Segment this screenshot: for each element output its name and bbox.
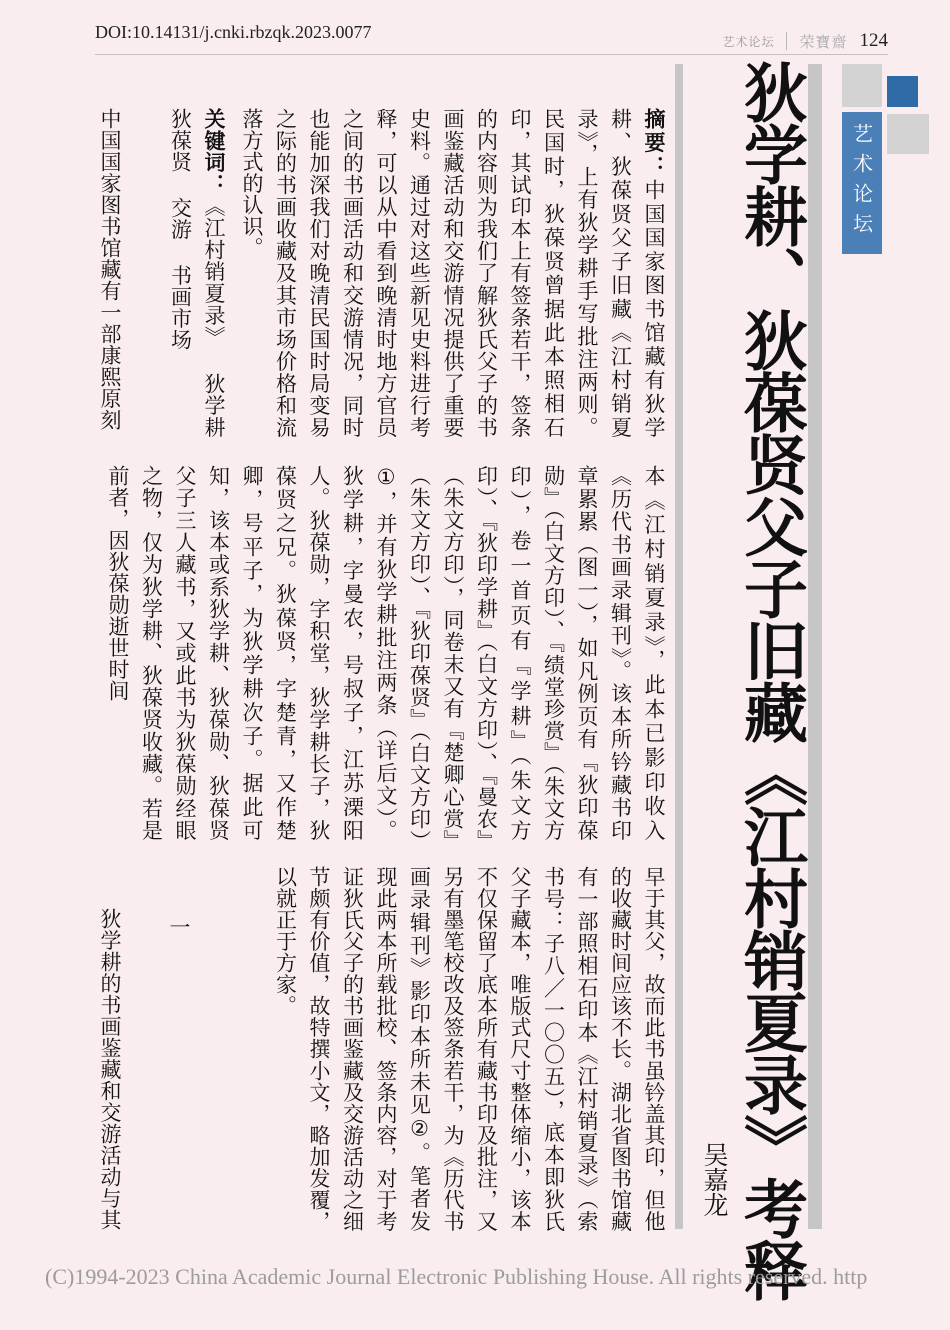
body-middle: 本《江村销夏录》，此本已影印收入《历代书画录辑刊》。该本所钤藏书印章累累（图一），如凡例页有『狄印葆勋』（白文方印）、『绩堂珍赏』（朱文方印），卷一首页有『学耕』（朱文方印）、『狄印学耕』（白文方印）、『曼农』（朱文方印），同卷末又有『楚卿心赏』（朱文方印）、『狄印葆贤』（白文方印）①，并有狄学耕批注两条（详后文）。狄学耕，字曼农，号叔子，江苏溧阳人。狄葆勋，字积堂，狄学耕长子，狄葆贤之兄。狄葆贤，字楚青，又作楚卿，号平子，为狄学耕次子。据此可知，该本或系狄学耕、狄葆勋、狄葆贤父子三人藏书，又或此书为狄葆勋经眼之物，仅为狄学耕、狄葆贤收藏。若是前者，因狄葆勋逝世时间: [106, 465, 666, 841]
body-lower: 早于其父，故而此书虽钤盖其印，但他的收藏时间应该不长。湖北省图书馆藏有一部照相石印本《江村销夏录》（索书号：子八／一〇〇五），底本即狄氏父子藏本，唯版式尺寸整体缩小，该本不仅保留了底本所有藏书印及批注，又另有墨笔校改及签条若干，为《历代书画录辑刊》影印本所未见②。笔者发现此两本所载批校、签条内容，对于考证狄氏父子的书画鉴藏及交游活动之细节颇有价值，故特撰小文，略加发覆，以就正于方家。: [273, 866, 666, 1232]
page-number: 124: [859, 30, 888, 51]
title-bar: [808, 64, 822, 1229]
running-header: [722, 30, 888, 52]
abstract: [232, 108, 670, 438]
section-tab: 艺术论坛: [842, 112, 882, 254]
title-rule: [675, 64, 683, 1229]
running-section-name: 艺术论坛: [722, 34, 775, 49]
author-name: 吴嘉龙: [700, 1142, 729, 1217]
decor-square-gray: [842, 64, 882, 107]
abstract-label: 摘要：: [642, 108, 666, 180]
body-last-line: 狄学耕的书画鉴藏和交游活动与其: [98, 908, 122, 1231]
article-title: 狄学耕、狄葆贤父子旧藏《江村销夏录》考释: [733, 60, 807, 1300]
keywords-label: 关键词：: [202, 108, 226, 196]
keywords-text: 《江村销夏录》 狄学耕 狄葆贤 交游 书画市场: [168, 108, 226, 439]
decor-square-blue: [887, 76, 918, 107]
body-first-line: 中国国家图书馆藏有一部康熙原刻: [98, 108, 122, 431]
header-divider: [786, 32, 787, 50]
doi-text: DOI:10.14131/j.cnki.rbzqk.2023.0077: [95, 22, 372, 42]
header-rule: [95, 54, 888, 55]
keywords: [160, 108, 230, 438]
section-number: 一: [167, 916, 191, 937]
abstract-text: 中国国家图书馆藏有狄学耕、狄葆贤父子旧藏《江村销夏录》，上有狄学耕手写批注两则。民国时，狄葆贤曾据此本照相石印，其试印本上有签条若干，签条的内容则为我们了解狄氏父子的书画鉴藏活动和交游情况提供了重要史料。通过对这些新见史料进行考释，可以从中看到晚清时地方官员之间的书画活动和交游情况，同时也能加深我们对晚清民国时局变易之际的书画收藏及其市场价格和流落方式的认识。: [240, 108, 666, 439]
journal-logo: 荣寶齋: [799, 32, 848, 51]
decor-square-gray: [887, 114, 929, 154]
copyright-footer: (C)1994-2023 China Academic Journal Electronic Publishing House. All rights reserved. http: [45, 1264, 868, 1289]
